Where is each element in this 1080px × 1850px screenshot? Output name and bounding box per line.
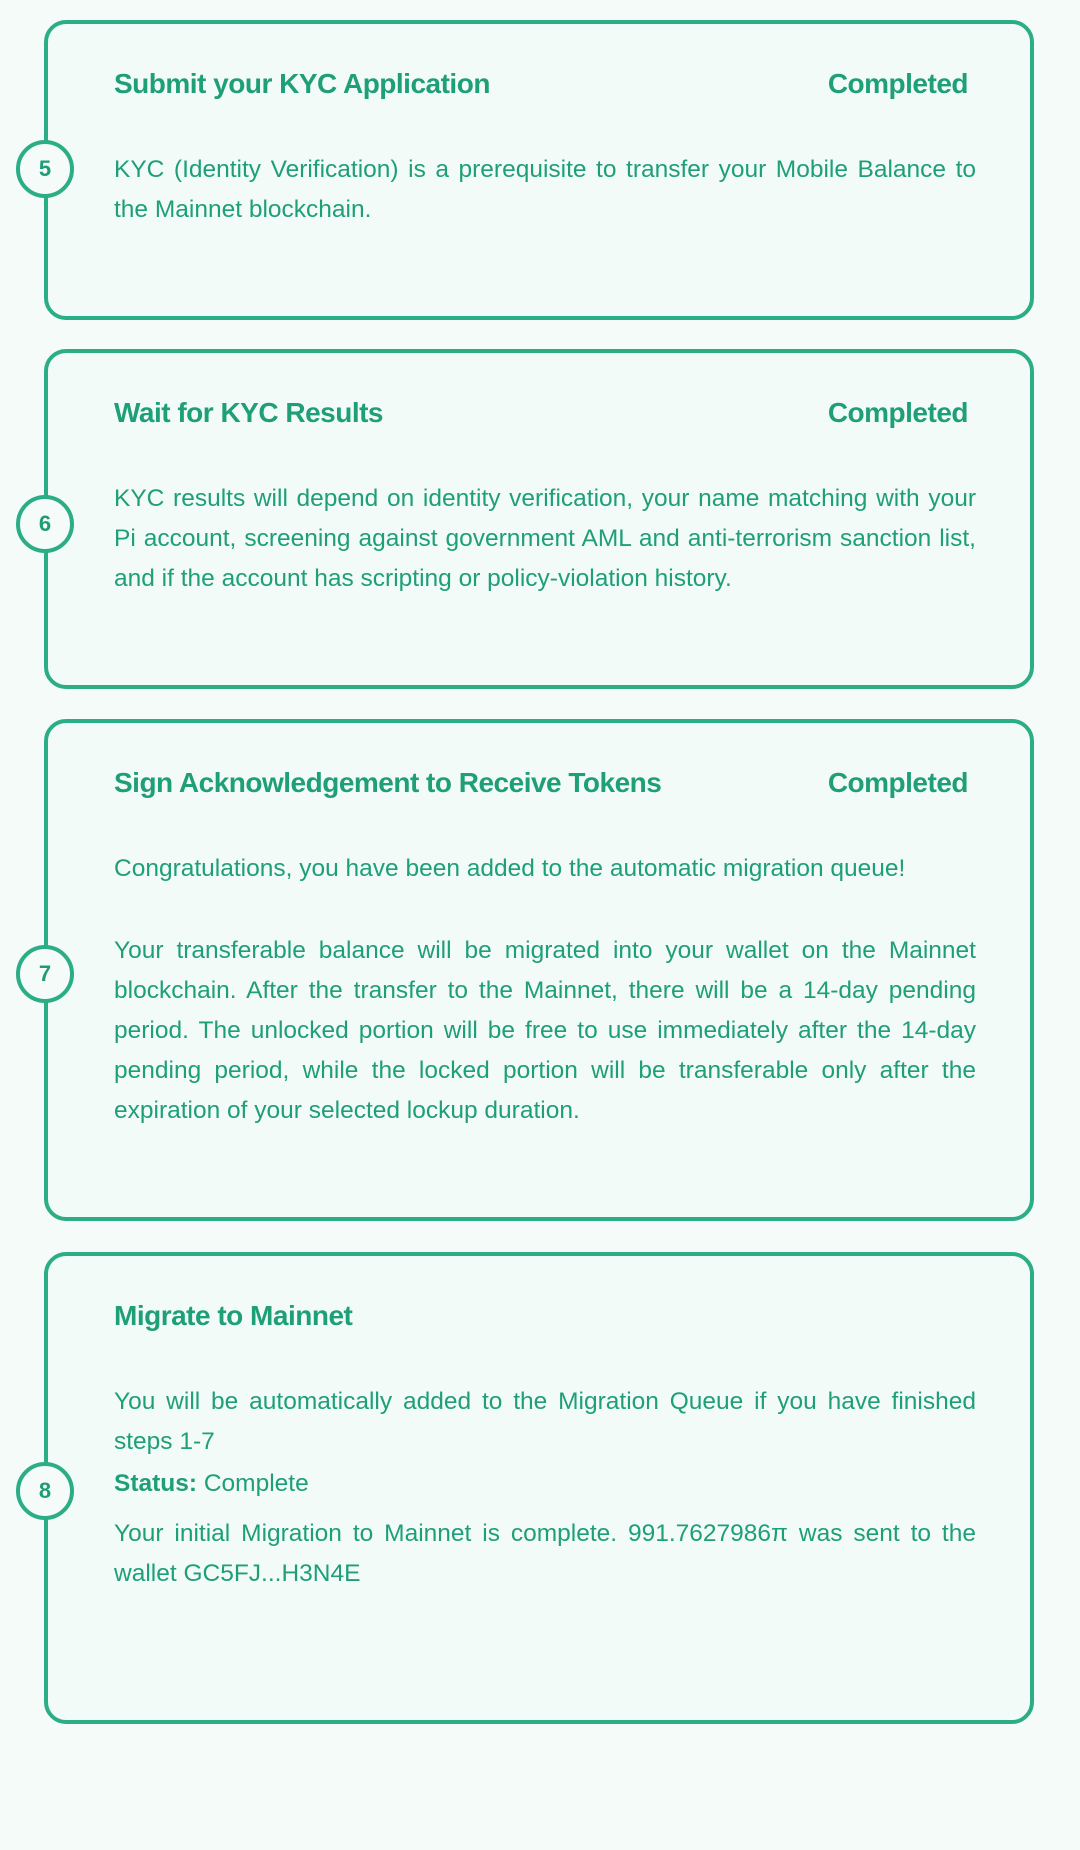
step-title: Wait for KYC Results xyxy=(114,397,383,428)
status-value: Complete xyxy=(203,1470,309,1497)
step-number-badge: 5 xyxy=(16,140,74,198)
step-status: Completed xyxy=(827,767,968,798)
step-status: Completed xyxy=(827,68,968,99)
step-card-8 xyxy=(38,1252,1034,1724)
status-label: Status: xyxy=(114,1470,198,1497)
step-title: Submit your KYC Application xyxy=(114,68,490,99)
step-card-6 xyxy=(38,349,1034,689)
step-number-badge: 6 xyxy=(16,495,74,553)
migration-result: Your initial Migration to Mainnet is complete. 991.7627986π was sent to the wallet GC5FJ...H3N4E xyxy=(114,1520,976,1587)
step-number-badge: 7 xyxy=(16,945,74,1003)
step-description: Your transferable balance will be migrated into your wallet on the Mainnet blockchain. After the transfer to the Mainnet, there will be a 14-day pending period. The unlocked portion will be free to use immediately after the 14-day pending period, while the locked portion will be transferable only after the expiration of your selected lockup duration. xyxy=(114,937,976,1124)
step-number-badge: 8 xyxy=(16,1462,74,1520)
migration-status xyxy=(114,1464,976,1504)
step-description: KYC (Identity Verification) is a prerequisite to transfer your Mobile Balance to the Mainnet blockchain. xyxy=(114,156,976,223)
step-description: You will be automatically added to the Migration Queue if you have finished steps 1-7 xyxy=(114,1388,976,1455)
step-card-7 xyxy=(38,719,1034,1221)
step-card-5 xyxy=(38,20,1034,320)
step-description: KYC results will depend on identity verification, your name matching with your Pi account, screening against government AML and anti-terrorism sanction list, and if the account has scripting or policy-violation history. xyxy=(114,485,976,592)
step-intro: Congratulations, you have been added to the automatic migration queue! xyxy=(114,855,906,882)
step-title: Sign Acknowledgement to Receive Tokens xyxy=(114,767,662,798)
step-status: Completed xyxy=(827,397,968,428)
step-title: Migrate to Mainnet xyxy=(114,1300,353,1331)
